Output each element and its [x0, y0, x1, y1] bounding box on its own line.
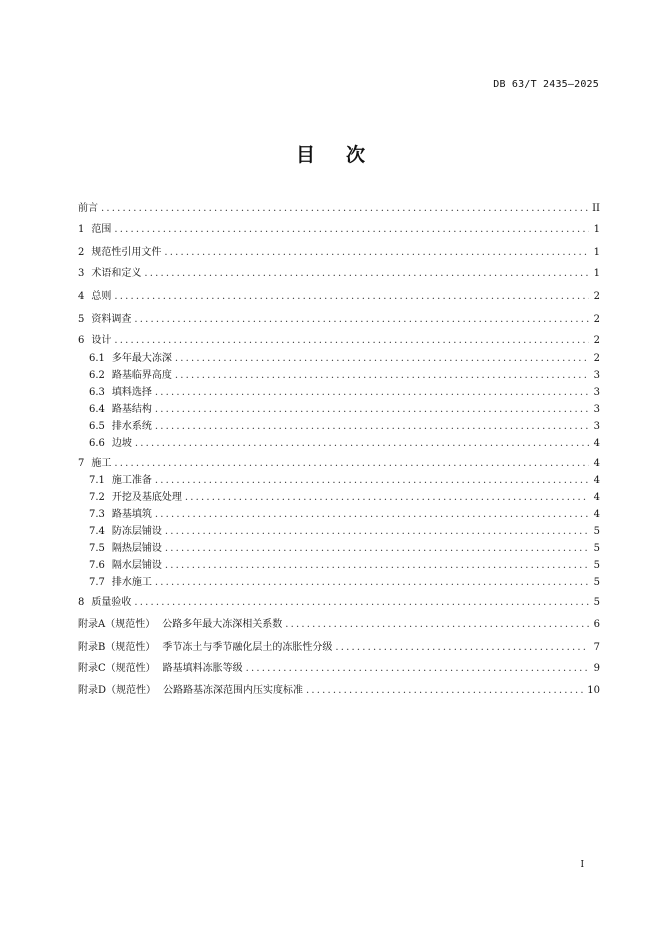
dot-leader [155, 402, 589, 418]
dot-leader [335, 640, 589, 656]
toc-entry-title: 排水系统 [111, 421, 152, 432]
dot-leader [285, 617, 589, 633]
toc-entry-number: 6.6 [89, 438, 105, 449]
dot-leader [101, 201, 589, 217]
toc-entry-title: 设计 [91, 335, 112, 346]
dot-leader [165, 541, 589, 557]
toc-entry-title: 施工 [91, 458, 112, 469]
toc-entry-page: 4 [593, 492, 600, 503]
toc-entry-title: 隔热层铺设 [111, 543, 162, 554]
toc-entry[interactable] [89, 473, 600, 489]
toc-entry[interactable] [89, 507, 600, 523]
toc-entry-number: 6.4 [89, 404, 105, 415]
toc-entry-title: 边坡 [111, 438, 132, 449]
toc-entry-title: 总则 [91, 291, 112, 302]
toc-entry-number: 附录D（规范性） [78, 685, 157, 696]
toc-entry[interactable] [89, 558, 600, 574]
toc-entry-number: 6.5 [89, 421, 105, 432]
dot-leader [246, 661, 589, 677]
dot-leader [155, 385, 589, 401]
toc-entry-page: 3 [593, 404, 600, 415]
dot-leader [155, 419, 589, 435]
toc-entry-title: 排水施工 [111, 577, 152, 588]
toc-entry-page: 9 [593, 663, 600, 674]
toc-entry-number: 7.5 [89, 543, 105, 554]
toc-entry[interactable] [89, 524, 600, 540]
toc-entry-title: 路基临界高度 [111, 370, 172, 381]
toc-entry[interactable] [78, 640, 600, 656]
dot-leader [175, 368, 589, 384]
toc-entry-title: 季节冻土与季节融化层土的冻胀性分级 [162, 642, 333, 653]
toc-entry-number: 6.2 [89, 370, 105, 381]
toc-entry-page: 4 [593, 458, 600, 469]
title-char-right: 次 [346, 144, 367, 166]
dot-leader [306, 683, 584, 699]
toc-entry-page: 2 [593, 353, 600, 364]
toc-entry-number: 1 [78, 224, 85, 235]
dot-leader [114, 333, 589, 349]
toc-entry-page: 2 [593, 335, 600, 346]
toc-entry-page: 5 [593, 543, 600, 554]
toc-entry-title: 多年最大冻深 [111, 353, 172, 364]
toc-entry-page: 4 [593, 438, 600, 449]
dot-leader [114, 222, 589, 238]
toc-entry[interactable] [78, 266, 600, 282]
toc-entry[interactable] [89, 575, 600, 591]
dot-leader [155, 473, 589, 489]
toc-entry-page: 5 [593, 577, 600, 588]
toc-entry-title: 填料选择 [111, 387, 152, 398]
toc-entry-page: 4 [593, 475, 600, 486]
dot-leader [164, 245, 589, 261]
toc-entry-title: 开挖及基底处理 [111, 492, 182, 503]
toc-entry-number: 7.4 [89, 526, 105, 537]
toc-entry-title: 路基结构 [111, 404, 152, 415]
footer-page-number: I [580, 860, 584, 870]
dot-leader [134, 312, 589, 328]
toc-entry-page: 3 [593, 387, 600, 398]
toc-entry[interactable] [78, 661, 600, 677]
dot-leader [175, 351, 589, 367]
toc-entry-title: 路基填筑 [111, 509, 152, 520]
toc-entry-number: 2 [78, 247, 85, 258]
dot-leader [165, 558, 589, 574]
toc-entry[interactable] [89, 490, 600, 506]
toc-entry-number: 6 [78, 335, 85, 346]
dot-leader [165, 524, 589, 540]
toc-entry-page: 6 [593, 619, 600, 630]
toc-entry-page: 7 [593, 642, 600, 653]
toc-entry-number: 5 [78, 314, 85, 325]
toc-entry[interactable] [78, 245, 600, 261]
toc-entry-title: 资料调查 [91, 314, 132, 325]
toc-entry-number: 7 [78, 458, 85, 469]
toc-entry-page: 5 [593, 597, 600, 608]
toc-entry-page: II [592, 203, 600, 214]
toc-entry[interactable] [78, 456, 600, 472]
toc-entry-page: 2 [593, 291, 600, 302]
dot-leader [134, 595, 589, 611]
toc-entry-page: 5 [593, 526, 600, 537]
toc-entry-number: 附录A（规范性） [78, 619, 156, 630]
dot-leader [114, 456, 589, 472]
toc-entry[interactable] [78, 333, 600, 349]
toc-entry[interactable] [78, 289, 600, 305]
toc-entry-number: 6.3 [89, 387, 105, 398]
toc-entry-number: 6.1 [89, 353, 105, 364]
toc-entry-number: 7.1 [89, 475, 105, 486]
toc-entry-page: 1 [593, 224, 600, 235]
toc-entry-number: 7.7 [89, 577, 105, 588]
toc-entry-page: 5 [593, 560, 600, 571]
toc-entry-title: 范围 [91, 224, 112, 235]
page-title [0, 140, 662, 167]
toc-entry[interactable] [78, 683, 600, 699]
toc-entry-number: 附录B（规范性） [78, 642, 156, 653]
title-char-left: 目 [295, 144, 316, 166]
toc-entry[interactable] [78, 617, 600, 633]
document-code: DB 63/T 2435—2025 [493, 79, 599, 90]
toc-entry-number: 7.3 [89, 509, 105, 520]
toc-entry-title: 路基填料冻胀等级 [162, 663, 243, 674]
dot-leader [135, 436, 589, 452]
toc-entry-number: 7.2 [89, 492, 105, 503]
toc-entry-title: 前言 [78, 203, 98, 214]
toc-entry[interactable] [89, 541, 600, 557]
toc-entry-page: 1 [593, 268, 600, 279]
toc-entry[interactable] [89, 351, 600, 367]
toc-entry[interactable] [89, 385, 600, 401]
toc-entry[interactable] [78, 201, 600, 217]
dot-leader [114, 289, 589, 305]
dot-leader [155, 507, 589, 523]
toc-entry[interactable] [78, 595, 600, 611]
toc-entry-title: 规范性引用文件 [91, 247, 162, 258]
toc-entry-title: 质量验收 [91, 597, 132, 608]
toc-entry-title: 公路路基冻深范围内压实度标准 [163, 685, 304, 696]
toc-entry-number: 3 [78, 268, 85, 279]
toc-entry-page: 1 [593, 247, 600, 258]
toc-entry[interactable] [89, 402, 600, 418]
toc-entry-number: 4 [78, 291, 85, 302]
toc-entry-title: 术语和定义 [91, 268, 142, 279]
dot-leader [155, 575, 589, 591]
toc-entry-title: 施工准备 [111, 475, 152, 486]
toc-entry-number: 8 [78, 597, 85, 608]
dot-leader [185, 490, 589, 506]
toc-entry-page: 2 [593, 314, 600, 325]
dot-leader [144, 266, 589, 282]
toc-entry-title: 隔水层铺设 [111, 560, 162, 571]
toc-entry-title: 公路多年最大冻深相关系数 [162, 619, 283, 630]
toc-entry[interactable] [89, 368, 600, 384]
toc-entry-number: 7.6 [89, 560, 105, 571]
toc-entry-number: 附录C（规范性） [78, 663, 156, 674]
toc-entry-page: 3 [593, 421, 600, 432]
toc-entry[interactable] [78, 222, 600, 238]
toc-entry-page: 4 [593, 509, 600, 520]
toc-entry-page: 3 [593, 370, 600, 381]
toc-entry[interactable] [89, 419, 600, 435]
toc-entry[interactable] [89, 436, 600, 452]
toc-entry-page: 10 [587, 685, 600, 696]
toc-entry[interactable] [78, 312, 600, 328]
toc-entry-title: 防冻层铺设 [111, 526, 162, 537]
